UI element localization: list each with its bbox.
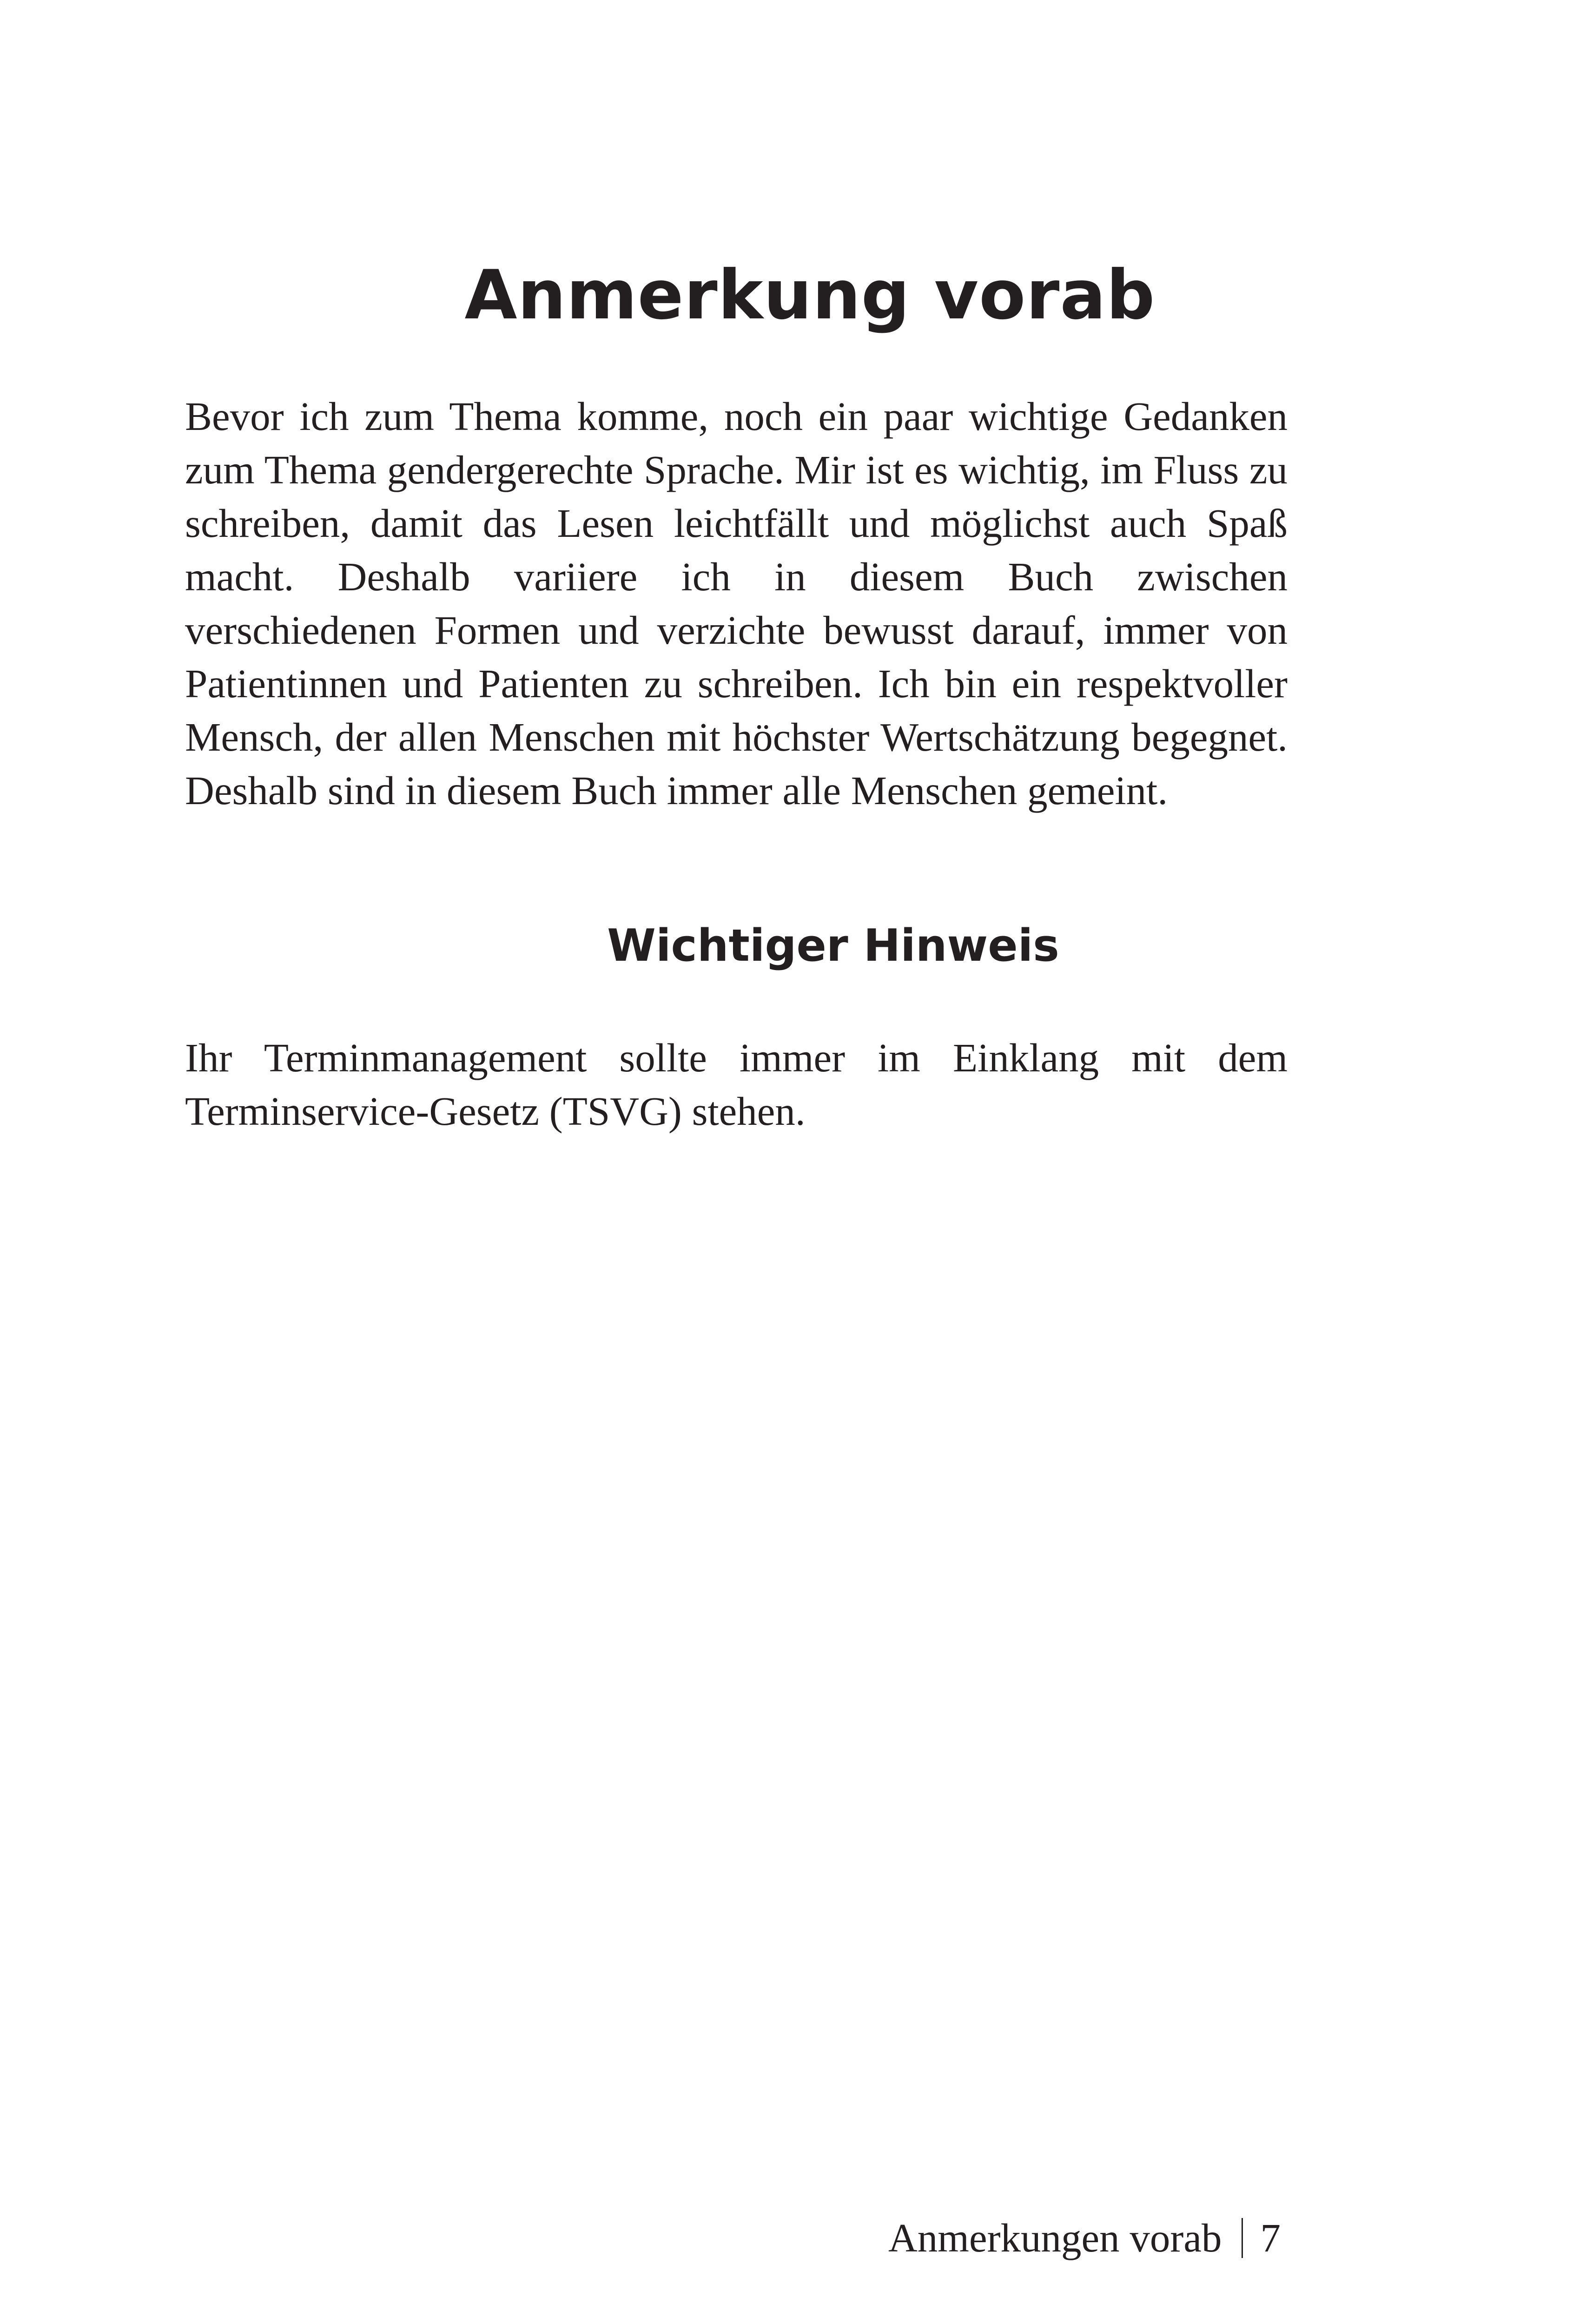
intro-paragraph: Bevor ich zum Thema komme, noch ein paar wichtige Gedanken zum Thema gendergerechte Sprache. Mir ist es wichtig, im Fluss zu schreiben, damit das Lesen leichtfällt und möglichst auch Spaß macht. Deshalb variiere ich in diesem Buch zwischen verschiedenen Formen und verzichte bewusst darauf, immer von Patientinnen und Patienten zu schreiben. Ich bin ein respektvoller Mensch, der allen Menschen mit höchster Wertschätzung begegnet. Deshalb sind in diesem Buch immer alle Menschen gemeint. (185, 394, 1288, 813)
footer-separator (1242, 2218, 1243, 2258)
running-head: Anmerkungen vorab (888, 2215, 1222, 2260)
page-number: 7 (1260, 2215, 1281, 2260)
page-title: Anmerkung vorab (464, 256, 1156, 335)
notice-paragraph: Ihr Terminmanagement sollte immer im Einklang mit dem Terminservice-Gesetz (TSVG) stehen. (185, 1035, 1288, 1134)
section-heading: Wichtiger Hinweis (607, 920, 1059, 971)
page-footer (888, 2212, 1281, 2264)
